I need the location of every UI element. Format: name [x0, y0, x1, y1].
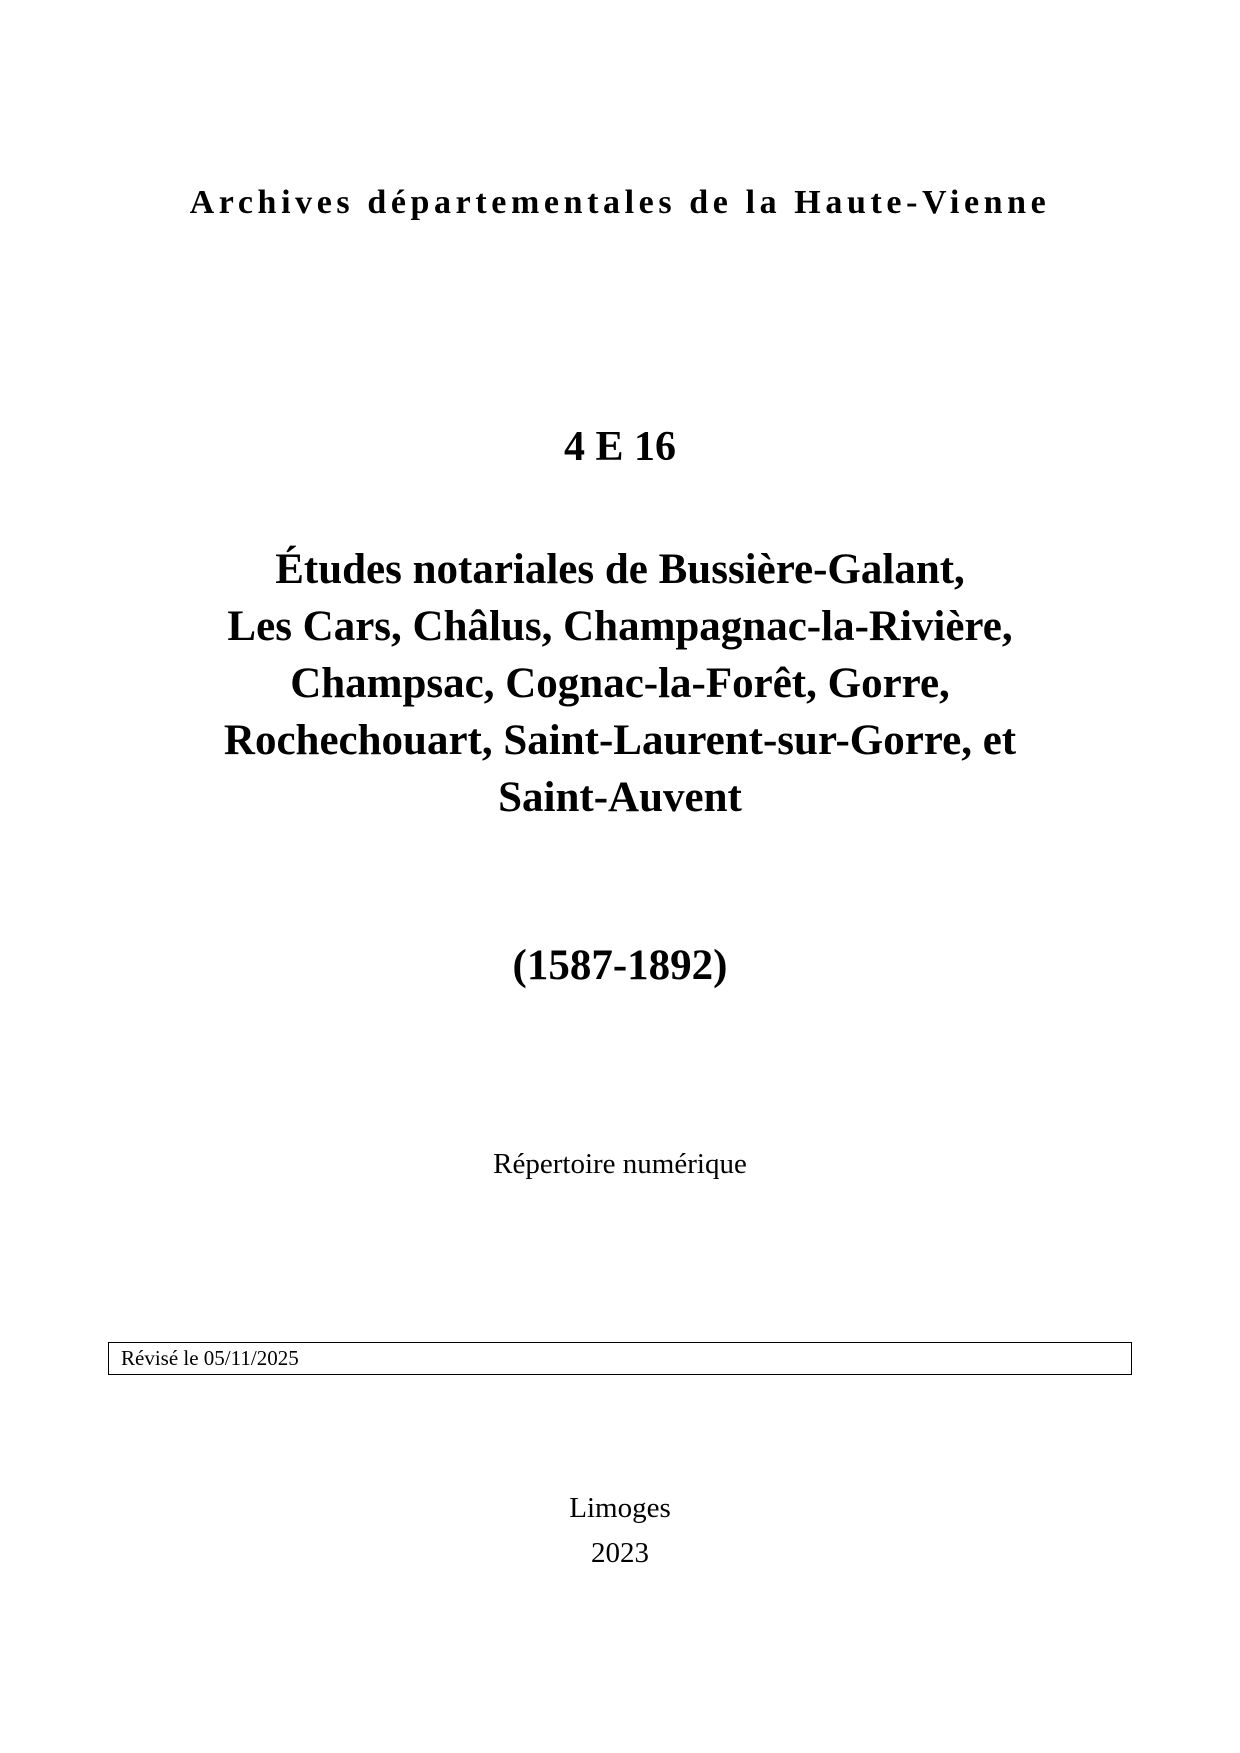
revision-box	[108, 1342, 1132, 1375]
fonds-title	[100, 541, 1140, 826]
fonds-title-line: Saint-Auvent	[498, 774, 742, 821]
fonds-title-line: Les Cars, Châlus, Champagnac-la-Rivière,	[227, 603, 1013, 650]
fonds-cote: 4 E 16	[563, 424, 676, 470]
date-range: (1587-1892)	[512, 942, 728, 989]
publication-year: 2023	[591, 1537, 649, 1569]
institution-name: Archives départementales de la Haute-Vienne	[189, 184, 1051, 221]
document-type: Répertoire numérique	[493, 1148, 747, 1180]
fonds-title-line: Études notariales de Bussière-Galant,	[275, 546, 965, 593]
revision-date: Révisé le 05/11/2025	[121, 1346, 299, 1370]
publication-place: Limoges	[569, 1492, 671, 1524]
fonds-title-line: Rochechouart, Saint-Laurent-sur-Gorre, et	[223, 717, 1017, 764]
fonds-title-line: Champsac, Cognac-la-Forêt, Gorre,	[290, 660, 950, 707]
